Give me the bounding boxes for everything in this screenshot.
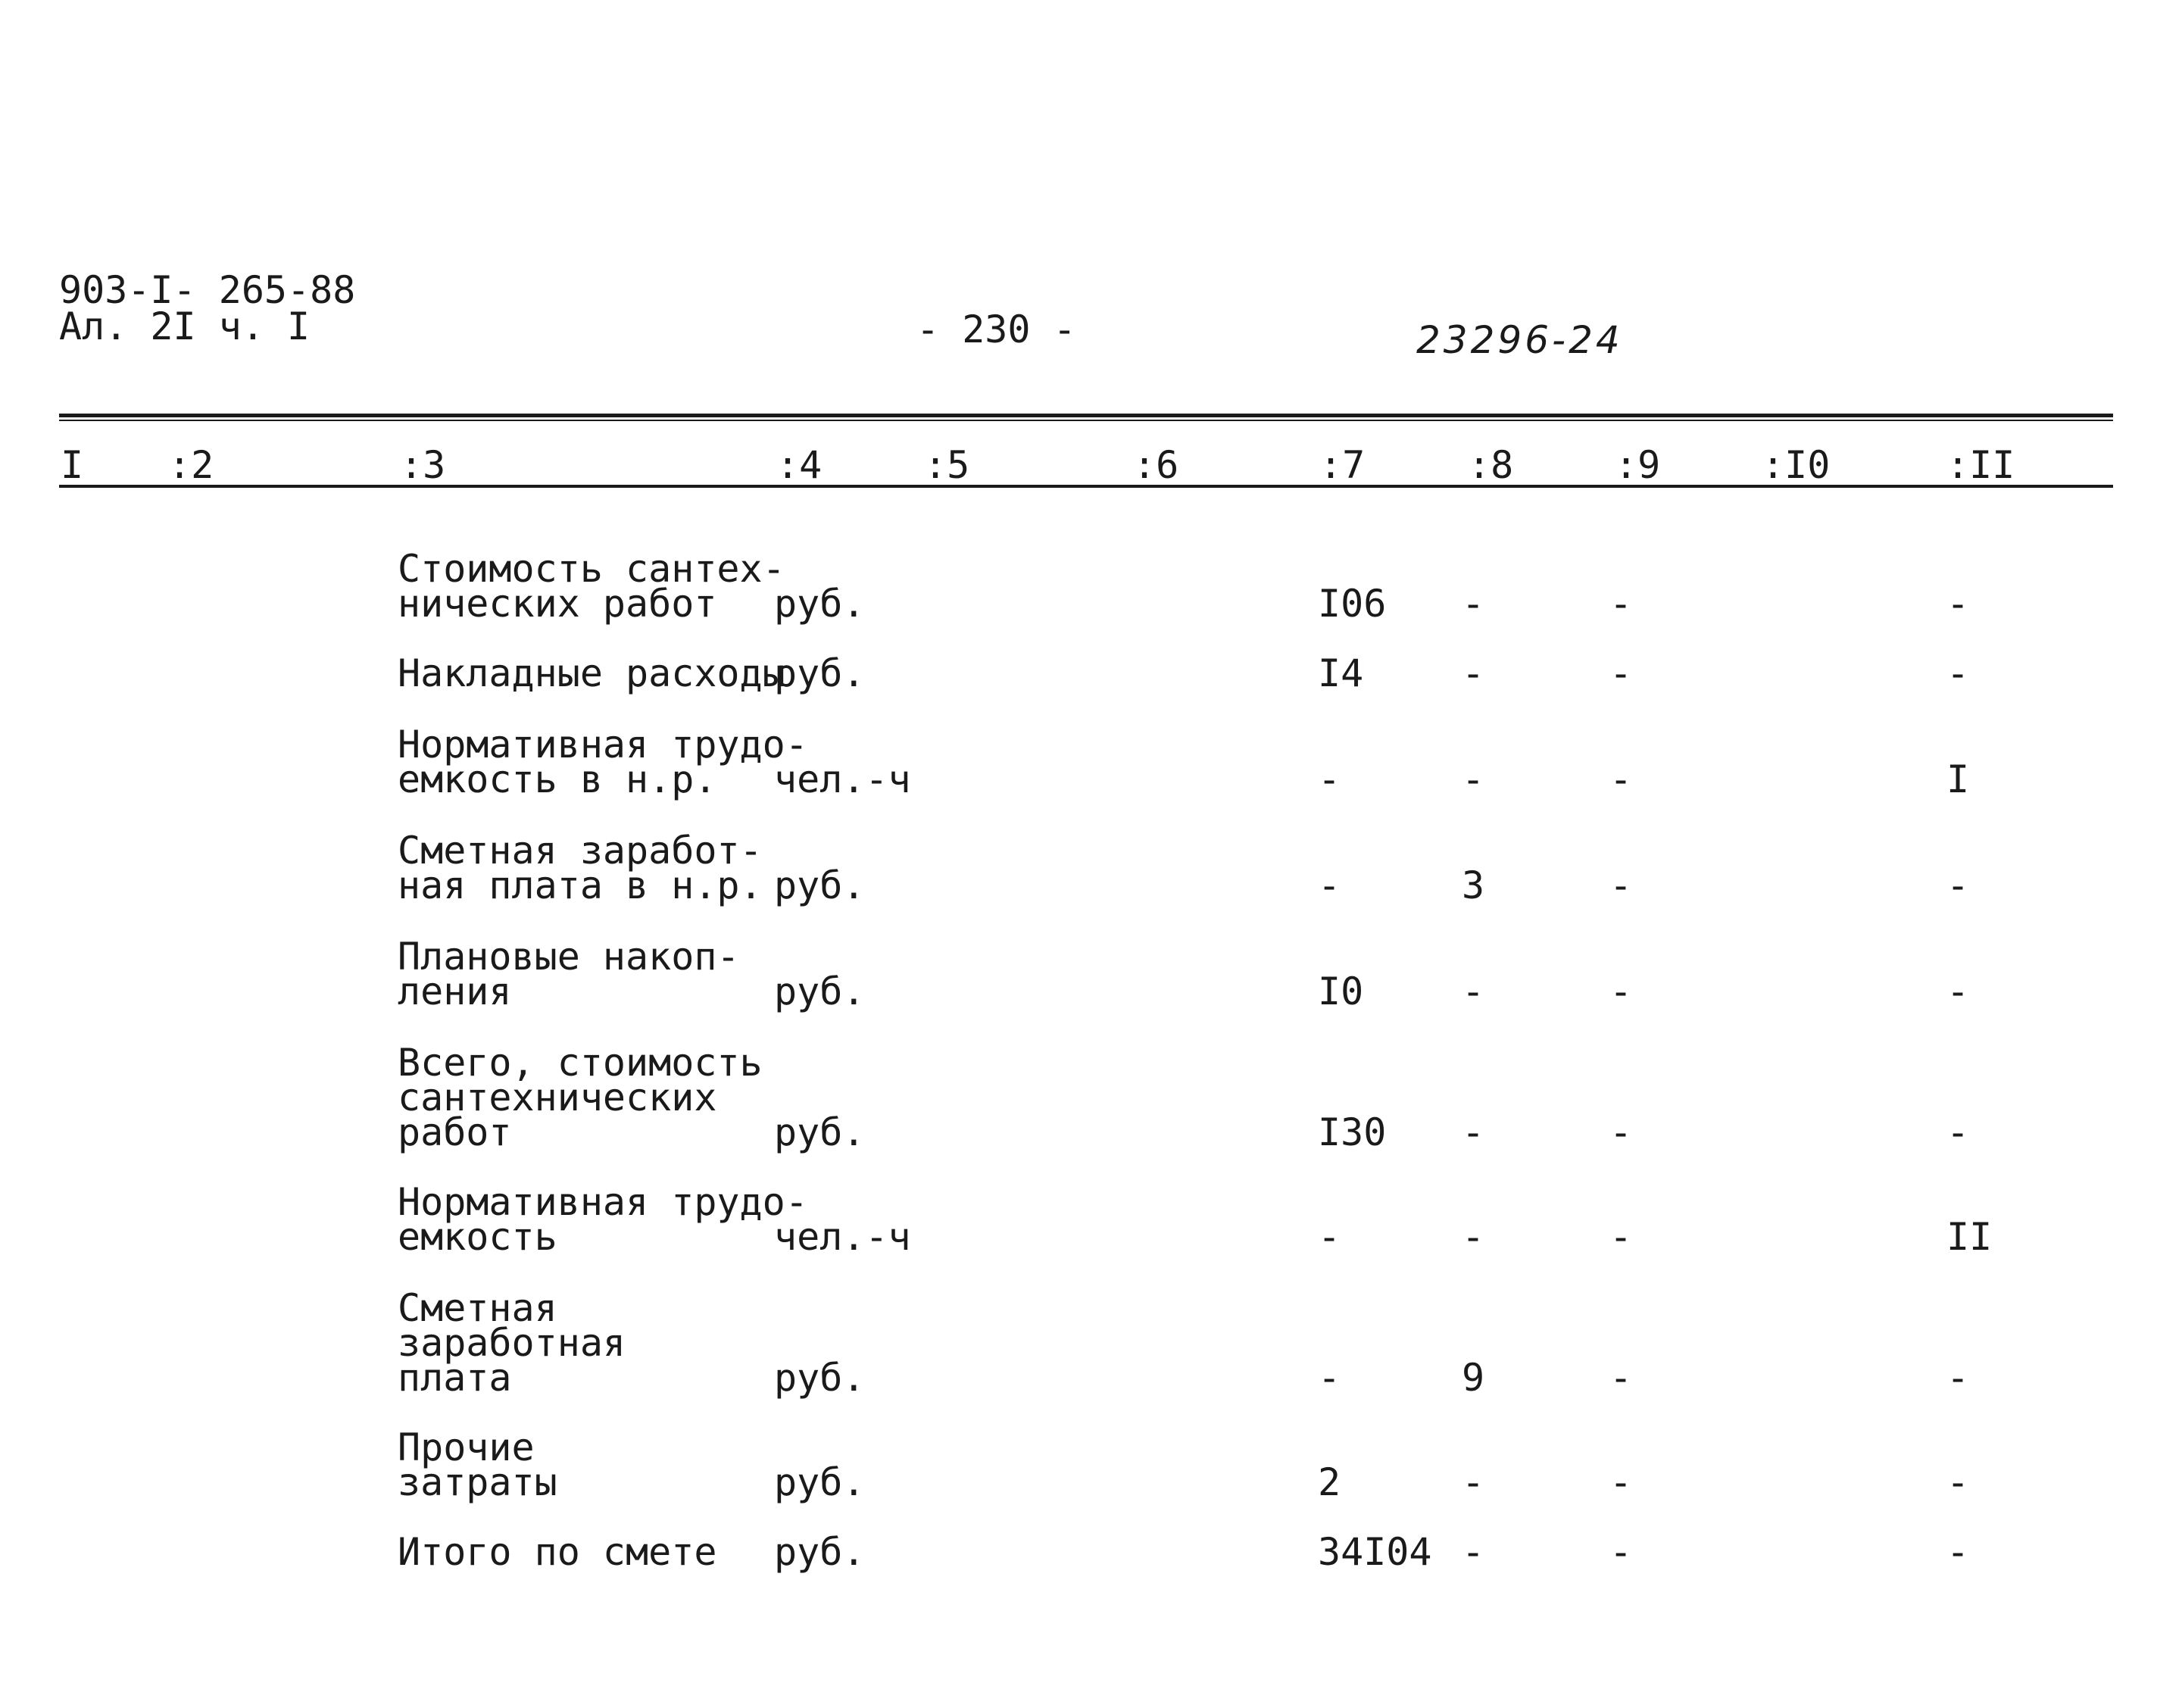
row-unit: руб. bbox=[774, 1530, 866, 1574]
cell-col8: - bbox=[1462, 582, 1485, 626]
column-header: :2 bbox=[168, 443, 214, 487]
cell-col11: I bbox=[1946, 757, 1970, 801]
row-name: Накладные расходы bbox=[398, 651, 785, 695]
table-row bbox=[0, 935, 2157, 1013]
cell-col9: - bbox=[1609, 863, 1633, 907]
cell-col7: I4 bbox=[1318, 651, 1364, 695]
cell-col8: - bbox=[1462, 651, 1485, 695]
row-name: Итого по смете bbox=[398, 1530, 717, 1574]
row-name: Сметная заработ- ная плата в н.р. bbox=[398, 829, 763, 907]
table-row bbox=[0, 1286, 2157, 1400]
cell-col9: - bbox=[1609, 651, 1633, 695]
column-header: I bbox=[61, 443, 84, 487]
table-row bbox=[0, 723, 2157, 801]
cell-col9: - bbox=[1609, 970, 1633, 1013]
table-row bbox=[0, 651, 2157, 695]
cell-col11: - bbox=[1946, 863, 1970, 907]
table-row bbox=[0, 1425, 2157, 1504]
cell-col11: - bbox=[1946, 1110, 1970, 1154]
column-header: :9 bbox=[1615, 443, 1661, 487]
row-unit: руб. bbox=[774, 1460, 866, 1504]
column-header: :5 bbox=[924, 443, 970, 487]
stamp-number: 23296-24 bbox=[1416, 318, 1623, 362]
row-name: Нормативная трудо- емкость bbox=[398, 1180, 808, 1259]
column-header: :3 bbox=[400, 443, 446, 487]
column-header: :8 bbox=[1468, 443, 1514, 487]
row-name: Нормативная трудо- емкость в н.р. bbox=[398, 723, 808, 801]
table-row bbox=[0, 829, 2157, 907]
cell-col8: 9 bbox=[1462, 1356, 1485, 1400]
cell-col8: - bbox=[1462, 757, 1485, 801]
top-rule bbox=[59, 414, 2113, 417]
cell-col11: - bbox=[1946, 970, 1970, 1013]
row-unit: руб. bbox=[774, 970, 866, 1013]
cell-col11: - bbox=[1946, 651, 1970, 695]
column-header: :6 bbox=[1133, 443, 1179, 487]
cell-col7: 34I04 bbox=[1318, 1530, 1432, 1574]
row-unit: руб. bbox=[774, 582, 866, 626]
cell-col8: - bbox=[1462, 1460, 1485, 1504]
cell-col11: II bbox=[1946, 1215, 1993, 1259]
cell-col11: - bbox=[1946, 1460, 1970, 1504]
document-code: 903-I- 265-88 bbox=[59, 268, 356, 312]
table-row bbox=[0, 1180, 2157, 1259]
cell-col9: - bbox=[1609, 1215, 1633, 1259]
cell-col7: - bbox=[1318, 1215, 1341, 1259]
row-name: Всего, стоимость сантехнических работ bbox=[398, 1041, 763, 1154]
table-row bbox=[0, 547, 2157, 626]
cell-col9: - bbox=[1609, 1356, 1633, 1400]
row-unit: руб. bbox=[774, 1356, 866, 1400]
top-rule-thin bbox=[59, 420, 2113, 421]
column-header: :7 bbox=[1319, 443, 1366, 487]
cell-col9: - bbox=[1609, 1460, 1633, 1504]
cell-col8: - bbox=[1462, 1110, 1485, 1154]
cell-col7: - bbox=[1318, 1356, 1341, 1400]
cell-col8: - bbox=[1462, 970, 1485, 1013]
cell-col11: - bbox=[1946, 1356, 1970, 1400]
cell-col8: - bbox=[1462, 1215, 1485, 1259]
column-header: :II bbox=[1946, 443, 2015, 487]
cell-col9: - bbox=[1609, 582, 1633, 626]
row-unit: руб. bbox=[774, 1110, 866, 1154]
row-unit: руб. bbox=[774, 863, 866, 907]
column-header: :I0 bbox=[1762, 443, 1831, 487]
cell-col9: - bbox=[1609, 1530, 1633, 1574]
cell-col7: I0 bbox=[1318, 970, 1364, 1013]
cell-col7: I30 bbox=[1318, 1110, 1387, 1154]
table-row bbox=[0, 1530, 2157, 1574]
cell-col8: - bbox=[1462, 1530, 1485, 1574]
row-unit: чел.-ч bbox=[774, 757, 911, 801]
cell-col9: - bbox=[1609, 1110, 1633, 1154]
row-name: Плановые накоп- ления bbox=[398, 935, 740, 1013]
table-row bbox=[0, 1041, 2157, 1154]
album-part: Ал. 2I ч. I bbox=[59, 304, 311, 348]
row-unit: чел.-ч bbox=[774, 1215, 911, 1259]
column-header: :4 bbox=[776, 443, 823, 487]
row-name: Прочие затраты bbox=[398, 1425, 557, 1504]
row-name: Сметная заработная плата bbox=[398, 1286, 626, 1400]
cell-col9: - bbox=[1609, 757, 1633, 801]
row-name: Стоимость сантех- нических работ bbox=[398, 547, 785, 626]
page-number: - 230 - bbox=[916, 308, 1076, 351]
cell-col7: 2 bbox=[1318, 1460, 1341, 1504]
cell-col7: I06 bbox=[1318, 582, 1387, 626]
cell-col8: 3 bbox=[1462, 863, 1485, 907]
cell-col11: - bbox=[1946, 582, 1970, 626]
row-unit: руб. bbox=[774, 651, 866, 695]
cell-col7: - bbox=[1318, 863, 1341, 907]
cell-col11: - bbox=[1946, 1530, 1970, 1574]
cell-col7: - bbox=[1318, 757, 1341, 801]
